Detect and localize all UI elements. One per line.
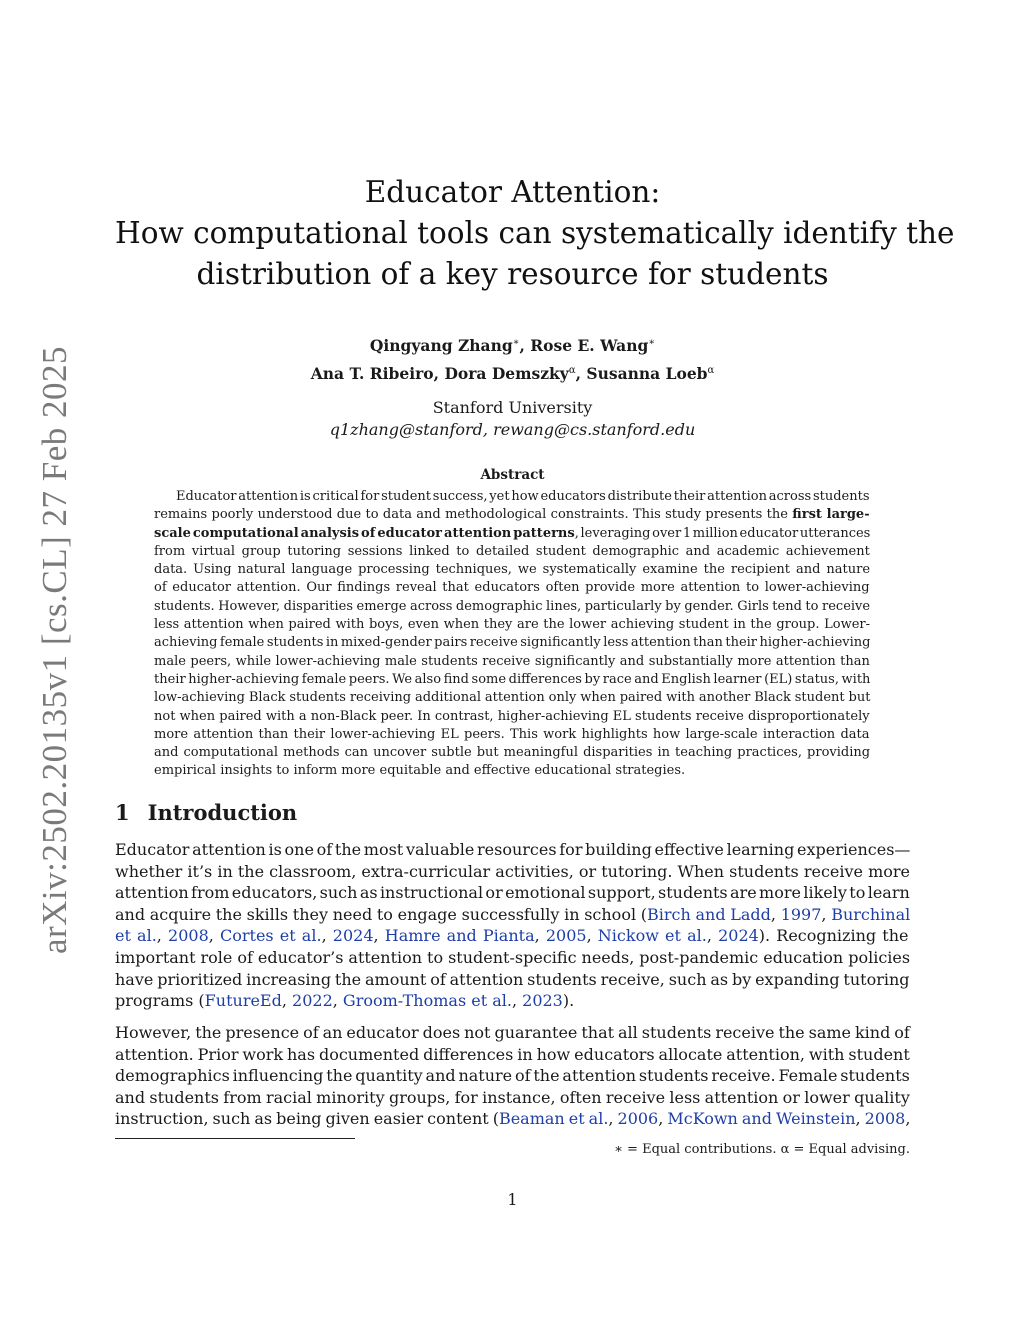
intro-paragraph-2 bbox=[115, 1022, 910, 1130]
abstract-line: achieving female students in mixed-gender pairs receive significantly less attention than their higher-achieving bbox=[154, 635, 871, 651]
abstract-line: low-achieving Black students receiving additional attention only when paired with another Black student but bbox=[154, 690, 871, 706]
citation-link[interactable]: et al. bbox=[115, 926, 157, 946]
affiliation: Stanford University bbox=[432, 398, 593, 417]
citation-link[interactable]: Nickow et al. bbox=[597, 926, 707, 946]
author-mark: α bbox=[568, 365, 576, 377]
author-mark: ∗ bbox=[512, 337, 520, 348]
author-name: Dora Demszky bbox=[444, 364, 569, 384]
paragraph-line: and acquire the skills they need to engage successfully in school (Birch and Ladd, 1997, Burchinal bbox=[115, 904, 911, 924]
citation-link[interactable]: 2006 bbox=[617, 1109, 659, 1129]
citation-link[interactable]: 2022 bbox=[292, 991, 333, 1011]
citation-link[interactable]: McKown and Weinstein bbox=[667, 1109, 856, 1129]
footnote: ∗ = Equal contributions. α = Equal advising. bbox=[614, 1142, 910, 1157]
author-name: Susanna Loeb bbox=[586, 364, 708, 384]
citation-link[interactable]: 2005 bbox=[545, 926, 587, 946]
page-number: 1 bbox=[507, 1190, 518, 1209]
paragraph-line: attention from educators, such as instructional or emotional support, students are more likely to learn bbox=[115, 883, 910, 903]
abstract-line: Educator attention is critical for student success, yet how educators distribute their attention across students bbox=[176, 489, 870, 504]
paragraph-line: demographics influencing the quantity and nature of the attention students receive. Female students bbox=[115, 1066, 910, 1086]
citation-link[interactable]: Burchinal bbox=[831, 904, 911, 924]
citation-link[interactable]: 2008 bbox=[168, 926, 209, 946]
abstract-line: students. However, disparities emerge across demographic lines, particularly by gender. Girls tend to receive bbox=[154, 598, 871, 614]
abstract-emphasis: scale computational analysis of educator attention patterns bbox=[154, 525, 575, 541]
abstract-line: more attention than their lower-achieving EL peers. This work highlights how large-scale interaction data bbox=[154, 726, 870, 742]
citation-link[interactable]: 2024 bbox=[332, 926, 374, 946]
abstract-line: empirical insights to inform more equitable and effective educational strategies. bbox=[154, 763, 686, 779]
abstract-line: data. Using natural language processing techniques, we systematically examine the recipient and nature bbox=[154, 562, 871, 578]
paragraph-line: programs (FutureEd, 2022, Groom-Thomas et al., 2023). bbox=[115, 991, 575, 1011]
author-mark: α bbox=[707, 365, 715, 377]
citation-link[interactable]: 2023 bbox=[522, 991, 563, 1011]
paragraph-line: important role of educator’s attention to student-specific needs, post-pandemic education policies bbox=[115, 947, 911, 967]
citation-link[interactable]: 1997 bbox=[780, 904, 822, 924]
citation-link[interactable]: Birch and Ladd bbox=[647, 904, 771, 924]
title-line-2: How computational tools can systematically identify the bbox=[115, 216, 955, 250]
author-name: Rose E. Wang bbox=[530, 336, 649, 356]
paragraph-line: However, the presence of an educator does not guarantee that all students receive the same kind of bbox=[115, 1023, 910, 1042]
citation-link[interactable]: 2024 bbox=[718, 926, 759, 946]
abstract-emphasis: first large- bbox=[792, 507, 870, 523]
affiliation-block bbox=[115, 397, 910, 441]
paragraph-line: instruction, such as being given easier content (Beaman et al., 2006, McKown and Weinstein, 2008, bbox=[115, 1109, 911, 1129]
citation-link[interactable]: Hamre and Pianta bbox=[384, 926, 535, 946]
author-emails: q1zhang@stanford, rewang@cs.stanford.edu bbox=[329, 420, 696, 439]
intro-paragraph-1 bbox=[115, 839, 910, 1012]
abstract-line: remains poorly understood due to data and methodological constraints. This study presents the first large- bbox=[154, 507, 870, 523]
abstract-line: and computational methods can uncover subtle but meaningful disparities in teaching practices, providing bbox=[154, 745, 871, 761]
author-mark: ∗ bbox=[648, 337, 656, 348]
abstract-line: from virtual group tutoring sessions linked to detailed student demographic and academic achievement bbox=[154, 543, 870, 559]
paragraph-line: whether it’s in the classroom, extra-curricular activities, or tutoring. When students receive more bbox=[115, 861, 911, 881]
section-number: 1 bbox=[115, 800, 130, 825]
paragraph-line: and students from racial minority groups, for instance, often receive less attention or lower quality bbox=[115, 1087, 910, 1107]
arxiv-identifier: arXiv:2502.20135v1 [cs.CL] 27 Feb 2025 bbox=[35, 345, 74, 955]
citation-link[interactable]: Cortes et al. bbox=[219, 926, 322, 946]
abstract-line: of educator attention. Our findings reveal that educators often provide more attention to lower-achieving bbox=[154, 580, 870, 596]
paragraph-line: have prioritized increasing the amount of attention students receive, such as by expanding tutoring bbox=[115, 969, 910, 989]
author-name: Ana T. Ribeiro bbox=[310, 364, 434, 384]
paper-title bbox=[115, 172, 955, 295]
paragraph-line: et al., 2008, Cortes et al., 2024, Hamre and Pianta, 2005, Nickow et al., 2024). Recognizing the bbox=[115, 926, 909, 946]
author-list: Qingyang Zhang∗, Rose E. Wang∗ Ana T. Ribeiro, Dora Demszky$^\alpha$, Susanna Loeb$^\alpha$ bbox=[310, 336, 715, 384]
citation-link[interactable]: 2008 bbox=[864, 1109, 906, 1129]
abstract-line: scale computational analysis of educator attention patterns, leveraging over 1 million educator utterances bbox=[154, 525, 871, 541]
abstract-line: their higher-achieving female peers. We also find some differences by race and English learner (EL) status, with bbox=[154, 671, 871, 687]
citation-link[interactable]: FutureEd bbox=[204, 991, 282, 1011]
paragraph-line: attention. Prior work has documented differences in how educators allocate attention, with student bbox=[115, 1044, 910, 1064]
citation-link[interactable]: Beaman et al. bbox=[498, 1109, 609, 1129]
title-line-3: distribution of a key resource for students bbox=[196, 257, 829, 291]
section-heading-introduction bbox=[115, 800, 297, 825]
abstract-body bbox=[154, 488, 870, 781]
title-line-1: Educator Attention: bbox=[364, 175, 661, 209]
abstract-line: less attention when paired with boys, even when they are the lower achieving student in the group. Lower- bbox=[154, 617, 870, 633]
section-title-text: Introduction bbox=[147, 800, 298, 825]
citation-link[interactable]: Groom-Thomas et al. bbox=[342, 991, 512, 1011]
paragraph-line: Educator attention is one of the most valuable resources for building effective learning experiences— bbox=[115, 840, 911, 859]
author-name: Qingyang Zhang bbox=[369, 336, 513, 356]
abstract-line: male peers, while lower-achieving male students receive significantly and substantially more attention than bbox=[154, 653, 870, 669]
abstract-line: not when paired with a non-Black peer. In contrast, higher-achieving EL students receive disproportionately bbox=[154, 708, 870, 724]
abstract-heading: Abstract bbox=[480, 467, 545, 483]
footnote-divider bbox=[115, 1138, 355, 1139]
